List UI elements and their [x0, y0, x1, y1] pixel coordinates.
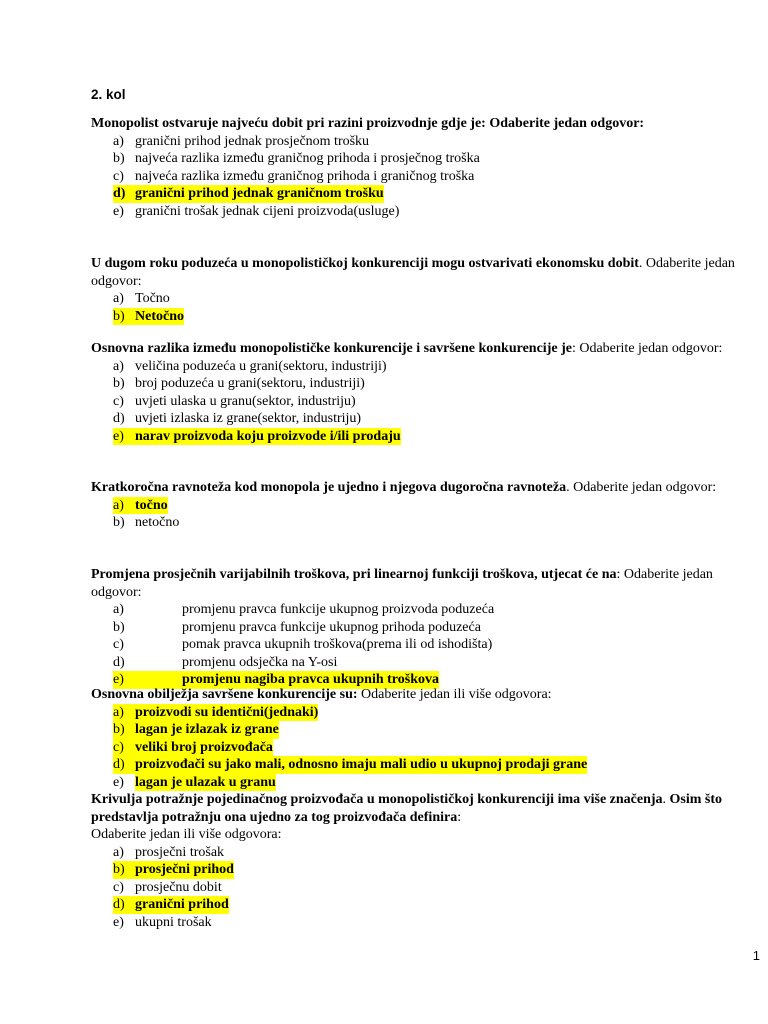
instruction-text: Odaberite jedan ili više odgovora: — [357, 687, 552, 702]
answer-list — [91, 290, 751, 325]
answer-option[interactable]: a) Točno — [113, 291, 170, 306]
question-text: Osnovna obilježja savršene konkurencije su: — [91, 687, 358, 702]
question-text: U dugom roku poduzeća u monopolističkoj konkurenciji mogu ostvarivati ekonomsku dobit — [91, 256, 639, 271]
answer-option[interactable]: a) veličina poduzeća u grani(sektoru, industriji) — [113, 358, 387, 374]
question-stem — [91, 255, 751, 290]
answer-option-correct[interactable]: d) granični prihod jednak graničnom trošku — [113, 186, 384, 201]
answer-option[interactable]: d) promjenu odsječka na Y-osi — [113, 654, 338, 670]
question-6 — [91, 686, 751, 791]
question-stem — [91, 340, 751, 358]
answer-option-correct[interactable]: e) lagan je ulazak u granu — [113, 774, 276, 790]
question-text: Monopolist ostvaruje najveću dobit pri razini proizvodnje gdje je: Odaberite jedan odgovor: — [91, 116, 645, 131]
answer-option[interactable]: c) najveća razlika između graničnog prihoda i graničnog troška — [113, 168, 475, 184]
answer-option[interactable]: b) promjenu pravca funkcije ukupnog prihoda poduzeća — [113, 619, 481, 635]
answer-list — [91, 358, 751, 446]
answer-option[interactable]: b) broj poduzeća u grani(sektoru, industriji) — [113, 376, 365, 391]
answer-option-correct[interactable]: d) granični prihod — [113, 897, 229, 912]
question-2 — [91, 255, 751, 325]
question-stem — [91, 686, 751, 704]
answer-list — [91, 497, 751, 532]
answer-option[interactable]: e) ukupni trošak — [113, 914, 212, 930]
question-text: Kratkoročna ravnoteža kod monopola je ujedno i njegova dugoročna ravnoteža — [91, 480, 567, 495]
answer-option[interactable]: a) prosječni trošak — [113, 844, 225, 860]
instruction-text: . Odaberite jedan odgovor: — [566, 480, 717, 495]
answer-list — [91, 601, 751, 689]
answer-option-correct[interactable]: e) promjenu nagiba pravca ukupnih troškova — [113, 672, 439, 687]
question-4 — [91, 479, 751, 532]
question-3 — [91, 340, 751, 445]
question-stem — [91, 566, 751, 601]
answer-option-correct[interactable]: e) narav proizvoda koju proizvode i/ili prodaju — [113, 428, 401, 444]
instruction-text: Odaberite jedan ili više odgovora: — [91, 827, 282, 842]
question-text: Osnovna razlika između monopolističke konkurencije i savršene konkurencije je — [91, 341, 572, 356]
answer-option-correct[interactable]: a) točno — [113, 497, 168, 513]
question-text: Krivulja potražnje pojedinačnog proizvođača u monopolističkoj konkurenciji ima više značenja — [91, 792, 663, 807]
answer-option-correct[interactable]: d) proizvođači su jako mali, odnosno imaju mali udio u ukupnoj prodaji grane — [113, 757, 588, 772]
answer-option[interactable]: b) netočno — [113, 515, 180, 530]
question-stem — [91, 479, 751, 497]
question-1 — [91, 115, 751, 220]
answer-option[interactable]: c) uvjeti ulaska u granu(sektor, industriju) — [113, 393, 356, 409]
answer-list — [91, 133, 751, 221]
answer-option[interactable]: a) promjenu pravca funkcije ukupnog proizvoda poduzeća — [113, 602, 495, 617]
answer-option[interactable]: b) najveća razlika između graničnog prihoda i prosječnog troška — [113, 151, 480, 166]
answer-option-correct[interactable]: c) veliki broj proizvođača — [113, 739, 273, 755]
instruction-text: . Odaberite jedan odgovor: — [91, 256, 735, 289]
answer-list — [91, 844, 751, 932]
page-number: 1 — [752, 948, 760, 963]
question-7 — [91, 791, 751, 931]
instruction-text: : Odaberite jedan odgovor: — [571, 341, 723, 356]
answer-option[interactable]: e) granični trošak jednak cijeni proizvoda(usluge) — [113, 203, 400, 219]
question-5 — [91, 566, 751, 689]
answer-option[interactable]: d) uvjeti izlaska iz grane(sektor, industriju) — [113, 411, 362, 426]
question-stem: Krivulja potražnje pojedinačnog proizvođača u monopolističkoj konkurenciji ima više značenja. Osim što predstavlja potražnju ona ujedno za tog proizvođača definira: Odaberite jedan ili više odgovora: — [91, 792, 723, 842]
question-stem — [91, 115, 751, 133]
instruction-text: : Odaberite jedan odgovor: — [91, 567, 713, 600]
answer-list — [91, 704, 751, 792]
answer-option[interactable]: c) pomak pravca ukupnih troškova(prema ili od ishodišta) — [113, 637, 493, 652]
answer-option-correct[interactable]: b) lagan je izlazak iz grane — [113, 722, 279, 737]
answer-option[interactable]: c) prosječnu dobit — [113, 879, 222, 895]
question-text: Promjena prosječnih varijabilnih troškova, pri linearnoj funkciji troškova, utjecat će na — [91, 567, 617, 582]
section-heading: 2. kol — [91, 87, 126, 102]
answer-option-correct[interactable]: a) proizvodi su identični(jednaki) — [113, 704, 319, 720]
answer-option-correct[interactable]: b) prosječni prihod — [113, 862, 234, 877]
answer-option[interactable]: a) granični prihod jednak prosječnom trošku — [113, 133, 370, 149]
answer-option-correct[interactable]: b) Netočno — [113, 308, 184, 324]
